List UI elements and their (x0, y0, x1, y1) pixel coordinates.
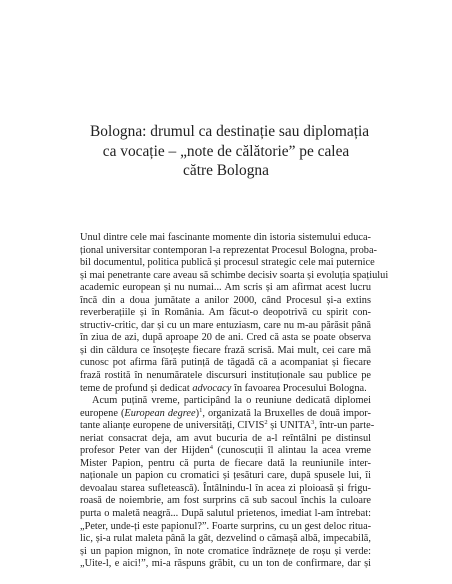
chapter-title-line: Bologna: drumul ca destinație sau diplomația (90, 123, 370, 140)
text-line: purta o maletă neagră... După salutul prietenos, imediat l-am întrebat: (80, 508, 371, 520)
text-line: naționale un papion cu cromatici și țesături care, după spusele lui, îi (80, 470, 371, 482)
text-line-rich: tante alianțe europene de universități, CIVIS$^2$ și UNITA$^3$, într-un parte- (80, 419, 375, 432)
text-line: lic, și-a rulat maleta până la gât, dezvelind o cămașă albă, impecabilă, (80, 533, 371, 545)
text-line: „Peter, unde-ți este papionul?”. Foarte surprins, cu un gest deloc ritua- (80, 520, 372, 532)
italic-term: advocacy (192, 382, 232, 394)
text-line: frază rostită în nenumăratele discursuri instituționale sau publice pe (80, 370, 371, 382)
italic-term: European degree (124, 407, 196, 419)
chapter-title-line: către Bologna (183, 162, 269, 179)
text-line: și mai penetrante care aveau să schimbe decisiv soarta și evoluția spațiului (80, 269, 389, 281)
text-line: Unul dintre cele mai fascinante momente din istoria sistemului educa- (80, 232, 371, 243)
footnote-marker: 1 (199, 406, 203, 414)
footnote-marker: 4 (209, 444, 213, 452)
footnote-marker: 2 (264, 419, 268, 427)
text-line: bil documentul, politica publică și procesul strategic cele mai puternice (80, 257, 375, 269)
text-line: încă din a doua jumătate a anilor 2000, când Procesul și-a extins (80, 294, 371, 306)
text-line-rich: europene (European degree)$^1$, organizată la Bruxelles de două impor- (80, 406, 371, 419)
text-line: structiv-critic, dar și cu un mare entuziasm, care nu m-au părăsit până (80, 319, 371, 331)
paragraph-2 (80, 395, 375, 571)
text-line: reverberațiile și în România. Am făcut-o deopotrivă cu spirit con- (80, 307, 371, 319)
text-line: și din căldura ce însoțește fiecare frază scrisă. Mai mult, cei care mă (80, 344, 371, 356)
text-line: neriat consacrat deja, am avut bucuria de a-l reîntâlni pe distinsul (80, 432, 371, 444)
chapter-title (90, 122, 370, 181)
paragraph-1 (80, 232, 389, 395)
text-line-rich: profesor Peter van der Hijden$^4$ (cunoscuții îl alintau la acea vreme (80, 444, 372, 457)
text-line: devoalau starea sufletească). Întâlnindu-l în acea zi ploioasă și frigu- (80, 482, 371, 494)
text-line: academic european și nu numai... Am scris și am afirmat acest lucru (80, 282, 371, 294)
text-line-rich: teme de profund și dedicat advocacy în favoarea Procesului Bologna. (80, 382, 367, 394)
text-line: Acum puțină vreme, participând la o reuniune dedicată diplomei (92, 395, 371, 407)
text-line: țional universitar contemporan l-a reprezentat Procesul Bologna, proba- (80, 244, 377, 256)
text-line: „Uite-l, e aici!”, mi-a răspuns grăbit, cu un ton de confirmare, dar și (80, 558, 371, 570)
text-line: roasă de noiembrie, am fost surprins că sub sacoul închis la culoare (80, 495, 371, 507)
text-line: în ziua de azi, după aproape 20 de ani. Cred că asta se poate observa (80, 332, 371, 344)
footnote-marker: 3 (311, 419, 315, 427)
text-line: Mister Papion, pentru că purta de fiecare dată la reuniunile inter- (80, 457, 371, 469)
body-text (80, 232, 389, 571)
text-line: și un papion mignon, în note cromatice îndrăznețe de roșu și verde: (80, 545, 371, 557)
chapter-title-line: ca vocație – „note de călătorie” pe calea (102, 142, 350, 160)
text-line: cunosc pot afirma fără putință de tăgadă că a acompaniat și fiecare (80, 357, 371, 369)
